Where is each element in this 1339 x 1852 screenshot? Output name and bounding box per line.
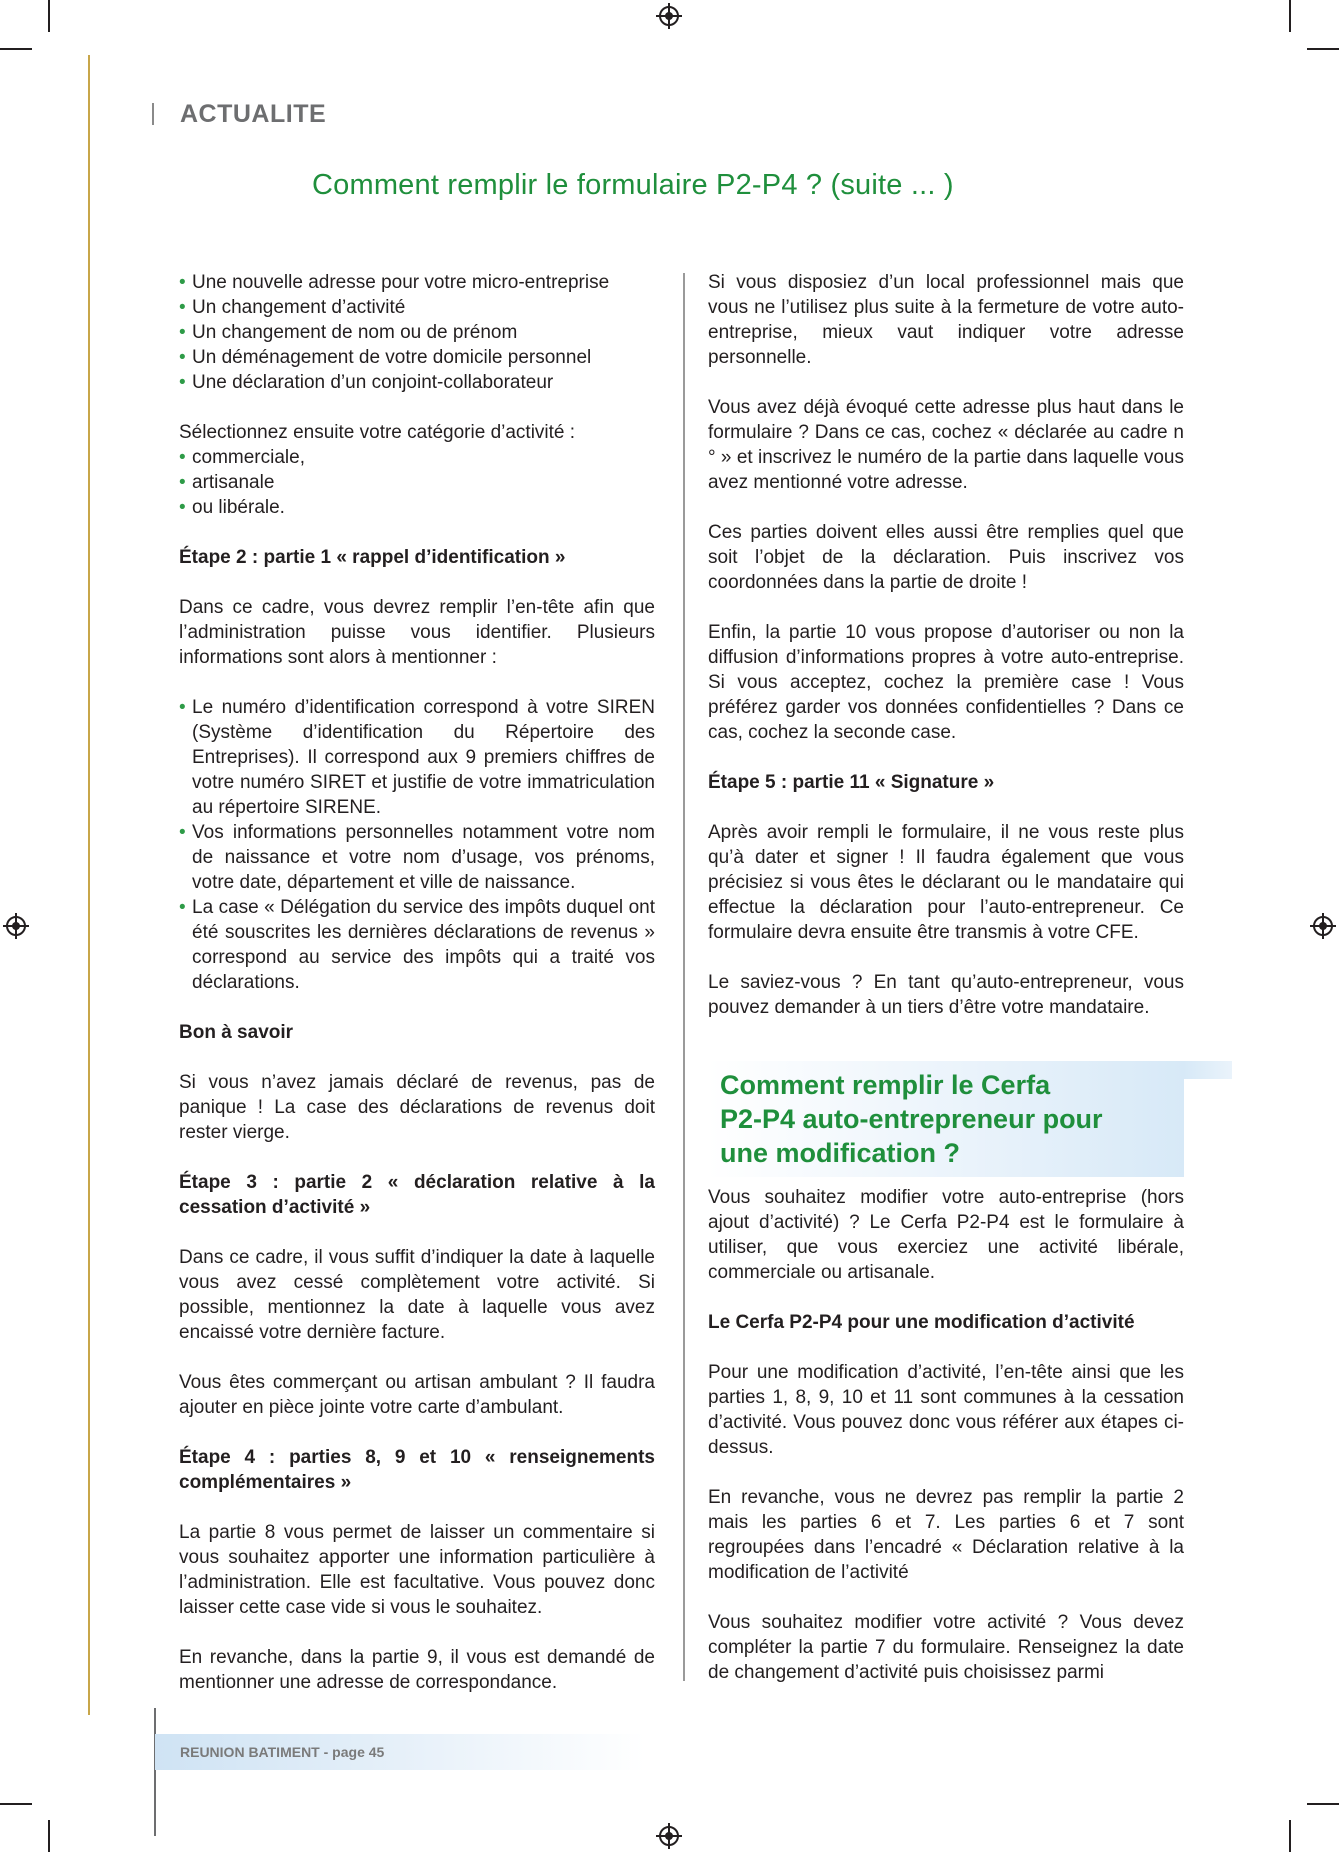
bullet-icon: • [179, 472, 186, 493]
step5-heading: Étape 5 : partie 11 « Signature » [708, 772, 995, 793]
list-item [179, 445, 655, 470]
list-item [179, 495, 655, 520]
registration-mark-icon [1313, 916, 1333, 936]
step2-heading: Étape 2 : partie 1 « rappel d’identification » [179, 547, 566, 568]
bullet-icon: • [179, 322, 186, 343]
crop-mark [1307, 1803, 1339, 1805]
bullet-icon: • [179, 347, 186, 368]
paragraph: Si vous disposiez d’un local professionnel mais que vous ne l’utilisez plus suite à la fermeture de votre auto-entreprise, mieux vaut indiquer votre adresse personnelle. [708, 272, 1184, 368]
step4-text: La partie 8 vous permet de laisser un commentaire si vous souhaitez apporter une information particulière à l’administration. Elle est facultative. Vous pouvez donc laisser cette case vide si vous le souhaitez. [179, 1522, 655, 1618]
crop-mark [48, 0, 50, 32]
footer-text: REUNION BATIMENT - page 45 [180, 1744, 385, 1760]
list-item [179, 345, 655, 370]
crop-mark [1289, 1820, 1291, 1852]
paragraph: Pour une modification d’activité, l’en-tête ainsi que les parties 1, 8, 9, 10 et 11 sont communes à la cessation d’activité. Vous pouvez donc vous référer aux étapes ci-dessus. [708, 1362, 1184, 1458]
right-column [708, 270, 1184, 1685]
step3-text: Dans ce cadre, il vous suffit d’indiquer la date à laquelle vous avez cessé complètement votre activité. Si possible, mentionnez la date à laquelle vous avez encaissé votre dernière facture. [179, 1247, 655, 1343]
bullet-icon: • [179, 372, 186, 393]
crop-mark [1307, 48, 1339, 50]
section-label: ACTUALITE [180, 100, 327, 128]
subheading: Le Cerfa P2-P4 pour une modification d’activité [708, 1312, 1135, 1333]
list-item [179, 695, 655, 820]
list-item-text: La case « Délégation du service des impôts duquel ont été souscrites les dernières déclarations de revenus » correspond au service des impôts qui a traité vos déclarations. [192, 897, 655, 993]
box-title-line: une modification ? [720, 1138, 960, 1168]
crop-mark [1289, 0, 1291, 32]
paragraph: Vous souhaitez modifier votre activité ? Vous devez compléter la partie 7 du formulaire. Renseignez la date de changement d’activité puis choisissez parmi [708, 1612, 1184, 1683]
list-item [179, 295, 655, 320]
list-item [179, 470, 655, 495]
box-title-line: P2-P4 auto-entrepreneur pour [720, 1104, 1103, 1134]
step3-text: Vous êtes commerçant ou artisan ambulant ? Il faudra ajouter en pièce jointe votre carte d’ambulant. [179, 1372, 655, 1418]
left-column [179, 270, 655, 1695]
paragraph: Enfin, la partie 10 vous propose d’autoriser ou non la diffusion d’informations propres à votre auto-entreprise. Si vous acceptez, cochez la première case ! Vous préférez garder vos données confidentielles ? Dans ce cas, cochez la seconde case. [708, 622, 1184, 743]
registration-mark-icon [6, 916, 26, 936]
crop-mark [0, 1803, 32, 1805]
list-item-text: commerciale, [192, 447, 305, 468]
bullet-icon: • [179, 447, 186, 468]
box-title-line: Comment remplir le Cerfa [720, 1070, 1051, 1100]
list-item-text: Un changement d’activité [192, 297, 406, 318]
list-item [179, 370, 655, 395]
step4-heading: Étape 4 : parties 8, 9 et 10 « renseignements complémentaires » [179, 1447, 655, 1493]
bullet-list [179, 270, 655, 395]
list-item-text: Une nouvelle adresse pour votre micro-entreprise [192, 272, 610, 293]
step4-text: En revanche, dans la partie 9, il vous est demandé de mentionner une adresse de correspondance. [179, 1647, 655, 1693]
bullet-icon: • [179, 497, 186, 518]
category-list [179, 445, 655, 520]
bullet-icon: • [179, 697, 186, 718]
list-item-text: artisanale [192, 472, 275, 493]
list-item-text: Le numéro d’identification correspond à votre SIREN (Système d’identification du Répertoire des Entreprises). Il correspond aux 9 premiers chiffres de votre numéro SIRET et justifie de votre immatriculation au répertoire SIRENE. [192, 697, 655, 818]
list-item [179, 820, 655, 895]
paragraph: Vous souhaitez modifier votre auto-entreprise (hors ajout d’activité) ? Le Cerfa P2-P4 est le formulaire à utiliser, que vous exerciez une activité libérale, commerciale ou artisanale. [708, 1187, 1184, 1283]
footer-rule [154, 1708, 156, 1836]
margin-rule [88, 55, 90, 1715]
registration-mark-icon [659, 1826, 679, 1846]
bullet-icon: • [179, 897, 186, 918]
crop-mark [48, 1820, 50, 1852]
bullet-icon: • [179, 822, 186, 843]
section-marker [152, 103, 154, 125]
bullet-icon: • [179, 272, 186, 293]
step2-bullet-list [179, 695, 655, 995]
list-item-text: Une déclaration d’un conjoint-collaborateur [192, 372, 554, 393]
crop-mark [0, 48, 32, 50]
column-divider [683, 273, 685, 1681]
page-title: Comment remplir le formulaire P2-P4 ? (suite ... ) [312, 169, 954, 201]
paragraph: Le saviez-vous ? En tant qu’auto-entrepreneur, vous pouvez demander à un tiers d’être votre mandataire. [708, 972, 1184, 1018]
list-item-text: Un déménagement de votre domicile personnel [192, 347, 592, 368]
list-item [179, 895, 655, 995]
paragraph: En revanche, vous ne devrez pas remplir la partie 2 mais les parties 6 et 7. Les parties 6 et 7 sont regroupées dans l’encadré « Déclaration relative à la modification de l’activité [708, 1487, 1184, 1583]
category-intro: Sélectionnez ensuite votre catégorie d’activité : [179, 422, 576, 443]
paragraph: Ces parties doivent elles aussi être remplies quel que soit l’objet de la déclaration. Puis inscrivez vos coordonnées dans la partie de droite ! [708, 522, 1184, 593]
box-title [720, 1068, 1180, 1170]
tip-text: Si vous n’avez jamais déclaré de revenus, pas de panique ! La case des déclarations de revenus doit rester vierge. [179, 1072, 655, 1143]
bullet-icon: • [179, 297, 186, 318]
highlight-box-tab [1184, 1061, 1232, 1079]
list-item [179, 320, 655, 345]
registration-mark-icon [659, 6, 679, 26]
step3-heading: Étape 3 : partie 2 « déclaration relative à la cessation d’activité » [179, 1172, 655, 1218]
step2-text: Dans ce cadre, vous devrez remplir l’en-tête afin que l’administration puisse vous identifier. Plusieurs informations sont alors à mentionner : [179, 597, 655, 668]
paragraph: Après avoir rempli le formulaire, il ne vous reste plus qu’à dater et signer ! Il faudra également que vous précisiez si vous êtes le déclarant ou le mandataire qui effectue la déclaration pour l’auto-entrepreneur. Ce formulaire devra ensuite être transmis à votre CFE. [708, 822, 1184, 943]
list-item-text: Un changement de nom ou de prénom [192, 322, 518, 343]
list-item-text: Vos informations personnelles notamment votre nom de naissance et votre nom d’usage, vos prénoms, votre date, département et ville de naissance. [192, 822, 655, 893]
tip-heading: Bon à savoir [179, 1022, 294, 1043]
list-item-text: ou libérale. [192, 497, 285, 518]
paragraph: Vous avez déjà évoqué cette adresse plus haut dans le formulaire ? Dans ce cas, cochez « déclarée au cadre n ° » et inscrivez le numéro de la partie dans laquelle vous avez mentionné votre adresse. [708, 397, 1184, 493]
list-item [179, 270, 655, 295]
